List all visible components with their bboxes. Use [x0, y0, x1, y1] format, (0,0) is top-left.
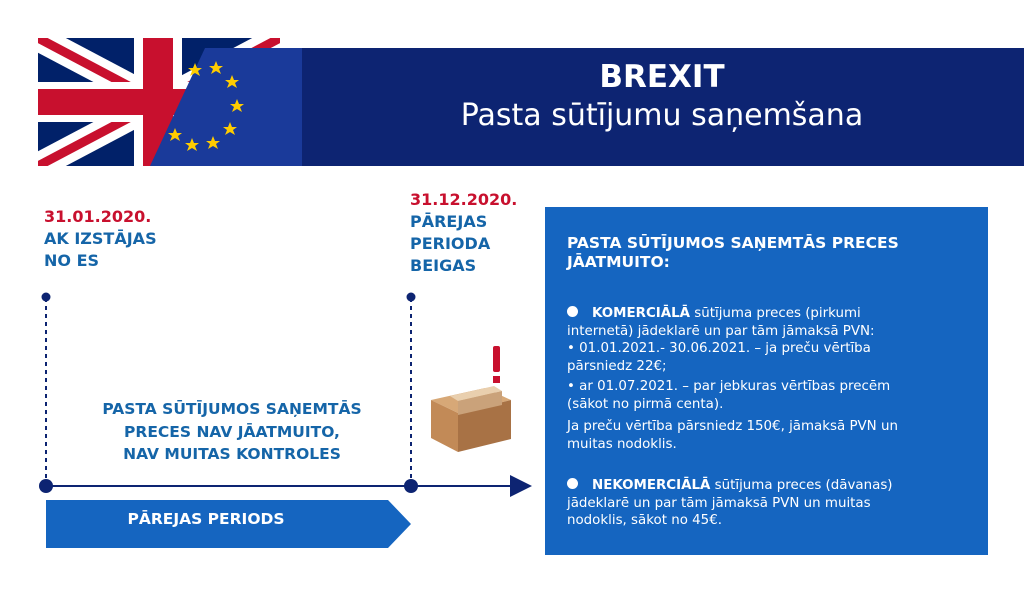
noncommercial-line-1: jādeklarē un par tām jāmaksā PVN un muitas: [567, 495, 871, 511]
commercial-section: [567, 305, 968, 453]
milestone-1-dot: [39, 479, 53, 493]
milestone-2-label-line-2: PERIODA: [410, 234, 491, 253]
timeline-arrow-icon: [510, 475, 532, 497]
milestone-1-top-dot: [42, 293, 51, 302]
milestone-1-label-line-1: AK IZSTĀJAS: [44, 229, 157, 248]
milestone-2-label-line-1: PĀREJAS: [410, 212, 488, 231]
milestone-2-date: 31.12.2020.: [410, 190, 518, 209]
title-subtitle: Pasta sūtījumu saņemšana: [460, 98, 864, 133]
transition-note: [52, 398, 412, 466]
milestone-1-date: 31.01.2020.: [44, 207, 152, 226]
info-box-title: [567, 234, 968, 272]
commercial-line-1: internetā) jādeklarē un par tām jāmaksā PVN:: [567, 323, 875, 339]
parcel-box-icon: [431, 386, 511, 452]
commercial-note-line-1: Ja preču vērtība pārsniedz 150€, jāmaksā PVN un: [567, 419, 898, 434]
milestone-2-top-dot: [407, 293, 416, 302]
noncommercial-section: [567, 477, 968, 530]
period-label: PĀREJAS PERIODS: [127, 510, 285, 528]
info-box: [545, 207, 988, 555]
commercial-note-line-2: muitas nodoklis.: [567, 436, 677, 452]
commercial-item-2-line-2: (sākot no pirmā centa).: [567, 396, 724, 412]
commercial-keyword: KOMERCIĀLĀ: [592, 306, 691, 321]
noncommercial-keyword: NEKOMERCIĀLĀ: [592, 478, 711, 493]
milestone-2-label-line-3: BEIGAS: [410, 256, 477, 275]
milestone-1-label-line-2: NO ES: [44, 251, 100, 270]
noncommercial-line-2: nodoklis, sākot no 45€.: [567, 513, 722, 528]
title-brexit: BREXIT: [599, 59, 725, 95]
info-box-title-line-1: PASTA SŪTĪJUMOS SAŅEMTĀS PRECES: [567, 234, 899, 252]
commercial-item-2-line-1: • ar 01.07.2021. – par jebkuras vērtības precēm: [567, 379, 891, 394]
milestone-2-dot: [404, 479, 418, 493]
commercial-item-1-line-2: pārsniedz 22€;: [567, 358, 667, 374]
transition-note-line-3: NAV MUITAS KONTROLES: [123, 445, 341, 463]
bullet-dot-icon: [567, 306, 578, 317]
transition-note-line-2: PRECES NAV JĀATMUITO,: [124, 422, 340, 441]
noncommercial-lead: sūtījuma preces (dāvanas): [710, 478, 893, 493]
info-box-title-line-2: JĀATMUITO:: [567, 253, 670, 271]
bullet-dot-icon: [567, 478, 578, 489]
alert-exclamation-icon: [493, 346, 500, 383]
commercial-lead: sūtījuma preces (pirkumi: [690, 306, 861, 321]
transition-note-line-1: PASTA SŪTĪJUMOS SAŅEMTĀS: [102, 400, 362, 418]
commercial-item-1-line-1: • 01.01.2021.- 30.06.2021. – ja preču vērtība: [567, 341, 871, 356]
